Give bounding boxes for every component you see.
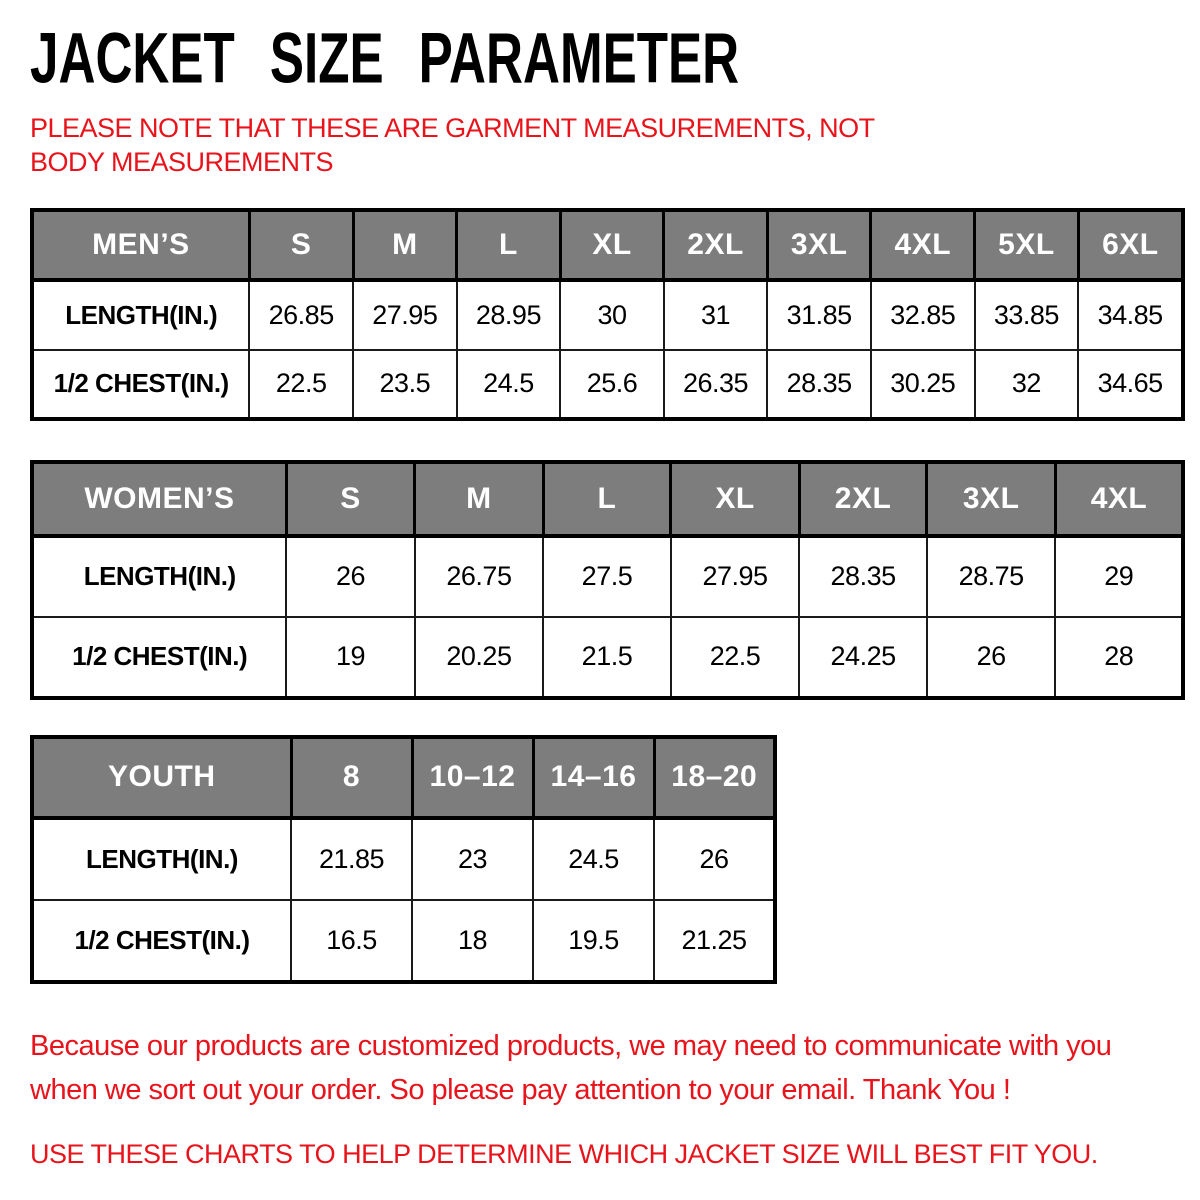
table-row	[32, 617, 1183, 698]
size-column-header: 3XL	[927, 462, 1056, 536]
size-value: 26	[654, 818, 775, 900]
page-title: JACKET SIZE PARAMETER	[30, 17, 740, 99]
size-value: 24.5	[533, 818, 654, 900]
garment-measurement-note: PLEASE NOTE THAT THESE ARE GARMENT MEASUREMENTS, NOT BODY MEASUREMENTS	[30, 113, 875, 177]
size-value: 22.5	[249, 350, 353, 419]
size-value: 32	[975, 350, 1079, 419]
size-value: 30.25	[871, 350, 975, 419]
size-column-header: 6XL	[1078, 210, 1183, 280]
table-row	[32, 280, 1183, 350]
womens-size-table-container	[30, 460, 1185, 700]
size-column-header: S	[286, 462, 414, 536]
chart-usage-note: USE THESE CHARTS TO HELP DETERMINE WHICH JACKET SIZE WILL BEST FIT YOU.	[30, 1139, 1098, 1170]
size-column-header: XL	[560, 210, 663, 280]
size-value: 26.75	[415, 536, 544, 617]
size-value: 22.5	[671, 617, 800, 698]
youth-category-header: YOUTH	[32, 737, 291, 818]
size-value: 26.85	[249, 280, 353, 350]
size-value: 34.85	[1078, 280, 1183, 350]
size-value: 16.5	[291, 900, 412, 982]
size-column-header: XL	[671, 462, 800, 536]
youth-size-table-container	[30, 735, 1185, 984]
size-value: 18	[412, 900, 533, 982]
size-value: 33.85	[975, 280, 1079, 350]
size-column-header: M	[415, 462, 544, 536]
size-value: 21.5	[543, 617, 670, 698]
size-value: 27.95	[353, 280, 457, 350]
size-value: 20.25	[415, 617, 544, 698]
size-value: 21.85	[291, 818, 412, 900]
size-value: 28.95	[457, 280, 561, 350]
size-value: 29	[1055, 536, 1183, 617]
womens-size-table	[30, 460, 1185, 700]
size-value: 34.65	[1078, 350, 1183, 419]
row-label: 1/2 CHEST(IN.)	[32, 900, 291, 982]
size-value: 30	[560, 280, 663, 350]
size-value: 24.5	[457, 350, 561, 419]
youth-size-table	[30, 735, 777, 984]
size-value: 19	[286, 617, 414, 698]
mens-category-header: MEN’S	[32, 210, 249, 280]
size-column-header: L	[457, 210, 561, 280]
size-value: 28.35	[767, 350, 871, 419]
table-row	[32, 900, 775, 982]
mens-size-table-container	[30, 208, 1185, 421]
mens-size-table	[30, 208, 1185, 421]
table-row	[32, 350, 1183, 419]
size-value: 23.5	[353, 350, 457, 419]
size-value: 23	[412, 818, 533, 900]
size-column-header: L	[543, 462, 670, 536]
size-column-header: M	[353, 210, 457, 280]
customization-notice: Because our products are customized products, we may need to communicate with you when we sort out your order. So please pay attention to your email. Thank You !	[30, 1029, 1112, 1107]
row-label: LENGTH(IN.)	[32, 536, 286, 617]
size-value: 28	[1055, 617, 1183, 698]
size-value: 32.85	[871, 280, 975, 350]
size-column-header: S	[249, 210, 353, 280]
size-value: 25.6	[560, 350, 663, 419]
size-value: 26	[927, 617, 1056, 698]
size-value: 21.25	[654, 900, 775, 982]
size-column-header: 4XL	[871, 210, 975, 280]
table-row	[32, 536, 1183, 617]
size-value: 28.35	[799, 536, 927, 617]
size-value: 26.35	[664, 350, 768, 419]
table-row	[32, 818, 775, 900]
size-value: 27.5	[543, 536, 670, 617]
size-value: 26	[286, 536, 414, 617]
row-label: LENGTH(IN.)	[32, 280, 249, 350]
size-column-header: 5XL	[975, 210, 1079, 280]
womens-category-header: WOMEN’S	[32, 462, 286, 536]
row-label: 1/2 CHEST(IN.)	[32, 350, 249, 419]
row-label: LENGTH(IN.)	[32, 818, 291, 900]
row-label: 1/2 CHEST(IN.)	[32, 617, 286, 698]
size-value: 28.75	[927, 536, 1056, 617]
size-column-header: 8	[291, 737, 412, 818]
size-value: 31.85	[767, 280, 871, 350]
size-column-header: 2XL	[664, 210, 768, 280]
size-value: 24.25	[799, 617, 927, 698]
size-column-header: 4XL	[1055, 462, 1183, 536]
size-column-header: 2XL	[799, 462, 927, 536]
size-value: 27.95	[671, 536, 800, 617]
size-value: 31	[664, 280, 768, 350]
size-value: 19.5	[533, 900, 654, 982]
size-column-header: 3XL	[767, 210, 871, 280]
size-column-header: 10–12	[412, 737, 533, 818]
size-column-header: 14–16	[533, 737, 654, 818]
size-column-header: 18–20	[654, 737, 775, 818]
